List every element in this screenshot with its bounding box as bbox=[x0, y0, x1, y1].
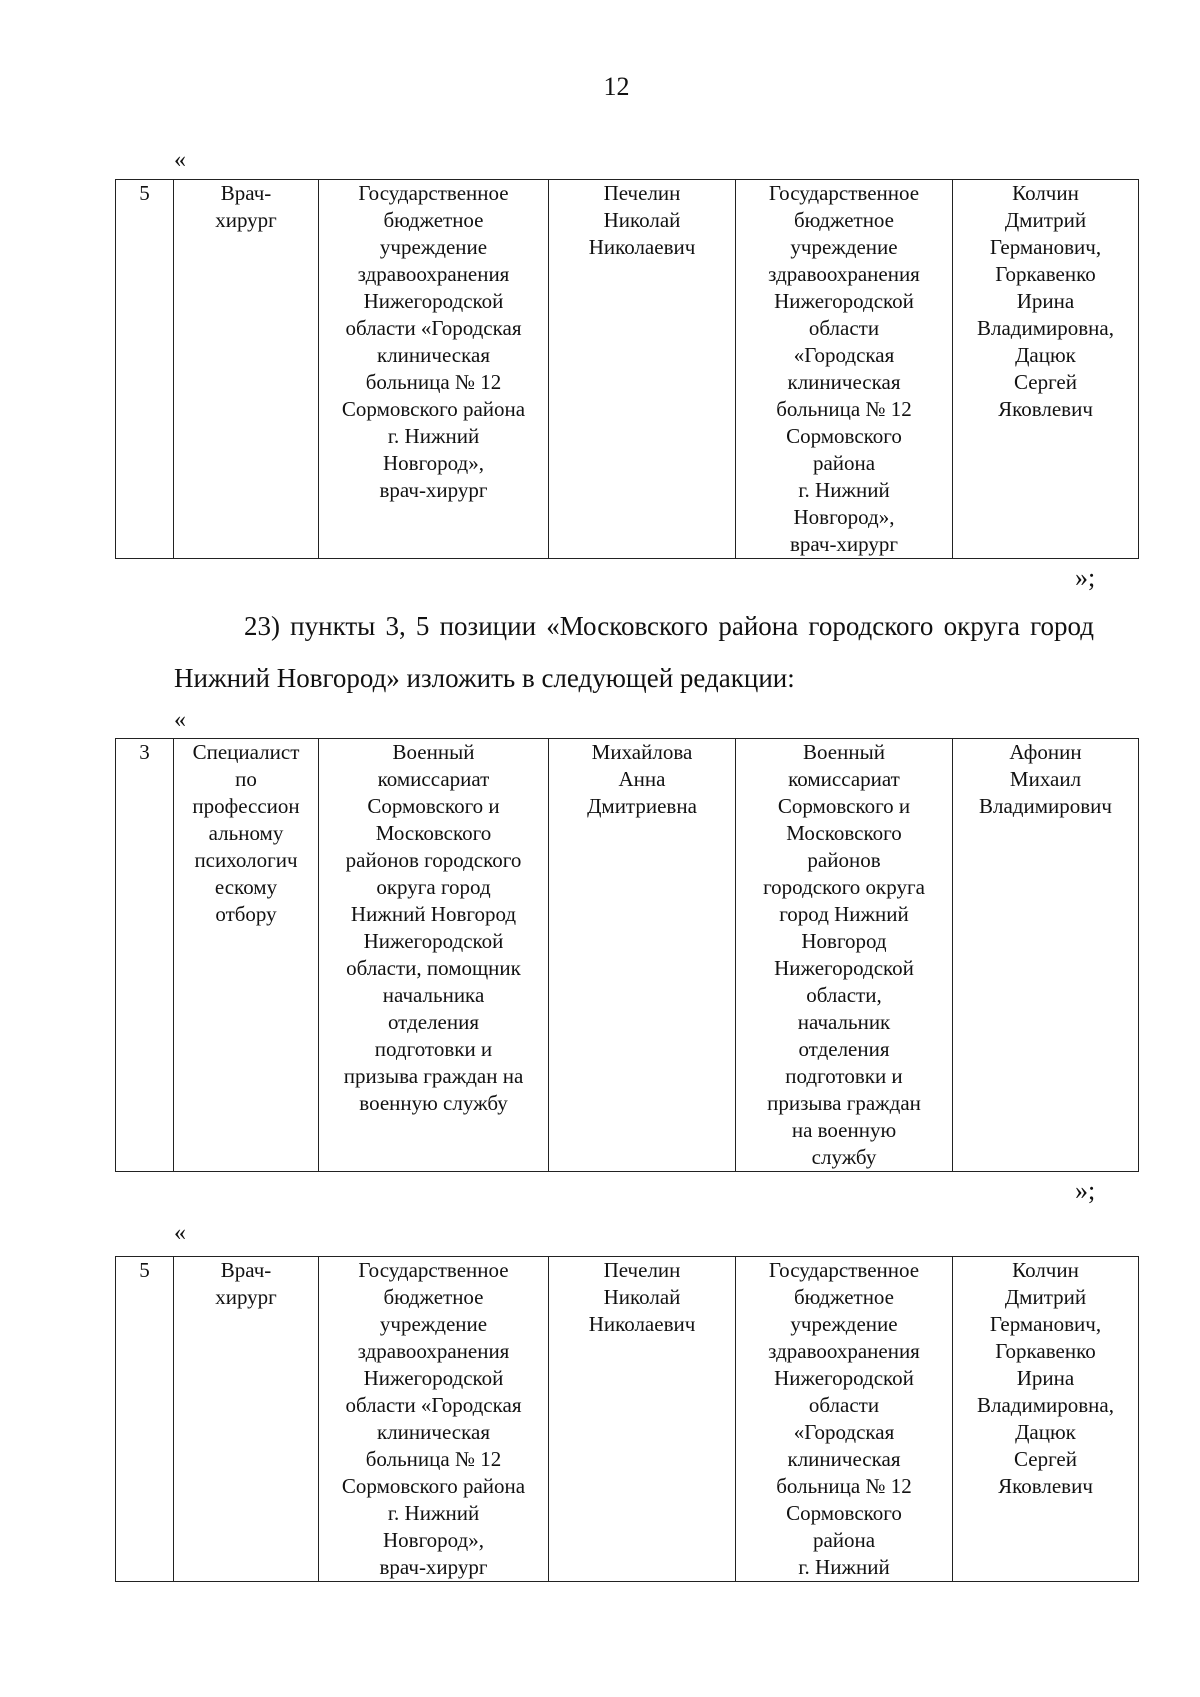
cell-current-organization: Государственное бюджетное учреждение здравоохранения Нижегородской области «Городская клиническая больница № 12 Сормовского района г. Нижний Новгород», врач-хирург bbox=[319, 1257, 549, 1582]
open-quote: « bbox=[174, 147, 186, 173]
table-row bbox=[116, 180, 1139, 559]
cell-position: Врач- хирург bbox=[174, 180, 319, 559]
close-quote: »; bbox=[1075, 1176, 1096, 1205]
cell-new-organization: Государственное бюджетное учреждение здравоохранения Нижегородской области «Городская клиническая больница № 12 Сормовского района г. Нижний bbox=[736, 1257, 953, 1582]
table-1 bbox=[115, 179, 1139, 559]
open-quote: « bbox=[174, 1220, 186, 1246]
cell-members: Колчин Дмитрий Германович, Горкавенко Ирина Владимировна, Дацюк Сергей Яковлевич bbox=[953, 1257, 1139, 1582]
open-quote: « bbox=[174, 707, 186, 733]
cell-number: 3 bbox=[116, 739, 174, 1172]
table-2 bbox=[115, 738, 1139, 1172]
amendment-paragraph bbox=[174, 600, 1094, 704]
table-row bbox=[116, 739, 1139, 1172]
cell-new-organization: Государственное бюджетное учреждение здравоохранения Нижегородской области «Городская клиническая больница № 12 Сормовского района г. Нижний Новгород», врач-хирург bbox=[736, 180, 953, 559]
cell-new-organization: Военный комиссариат Сормовского и Московского районов городского округа город Нижний Новгород Нижегородской области, начальник отделения подготовки и призыва граждан на военную службу bbox=[736, 739, 953, 1172]
cell-number: 5 bbox=[116, 1257, 174, 1582]
paragraph-text: 23) пункты 3, 5 позиции «Московского района городского округа город Нижний Новгород» изложить в следующей редакции: bbox=[174, 611, 1094, 693]
cell-number: 5 bbox=[116, 180, 174, 559]
cell-name: Михайлова Анна Дмитриевна bbox=[549, 739, 736, 1172]
page-number: 12 bbox=[603, 72, 630, 101]
table-3 bbox=[115, 1256, 1139, 1582]
cell-current-organization: Военный комиссариат Сормовского и Московского районов городского округа город Нижний Новгород Нижегородской области, помощник начальника отделения подготовки и призыва граждан на военную службу bbox=[319, 739, 549, 1172]
table-row bbox=[116, 1257, 1139, 1582]
cell-name: Печелин Николай Николаевич bbox=[549, 180, 736, 559]
cell-name: Печелин Николай Николаевич bbox=[549, 1257, 736, 1582]
close-quote: »; bbox=[1075, 563, 1096, 592]
cell-members: Афонин Михаил Владимирович bbox=[953, 739, 1139, 1172]
cell-current-organization: Государственное бюджетное учреждение здравоохранения Нижегородской области «Городская клиническая больница № 12 Сормовского района г. Нижний Новгород», врач-хирург bbox=[319, 180, 549, 559]
cell-position: Специалист по профессион альному психологич ескому отбору bbox=[174, 739, 319, 1172]
cell-position: Врач- хирург bbox=[174, 1257, 319, 1582]
cell-members: Колчин Дмитрий Германович, Горкавенко Ирина Владимировна, Дацюк Сергей Яковлевич bbox=[953, 180, 1139, 559]
